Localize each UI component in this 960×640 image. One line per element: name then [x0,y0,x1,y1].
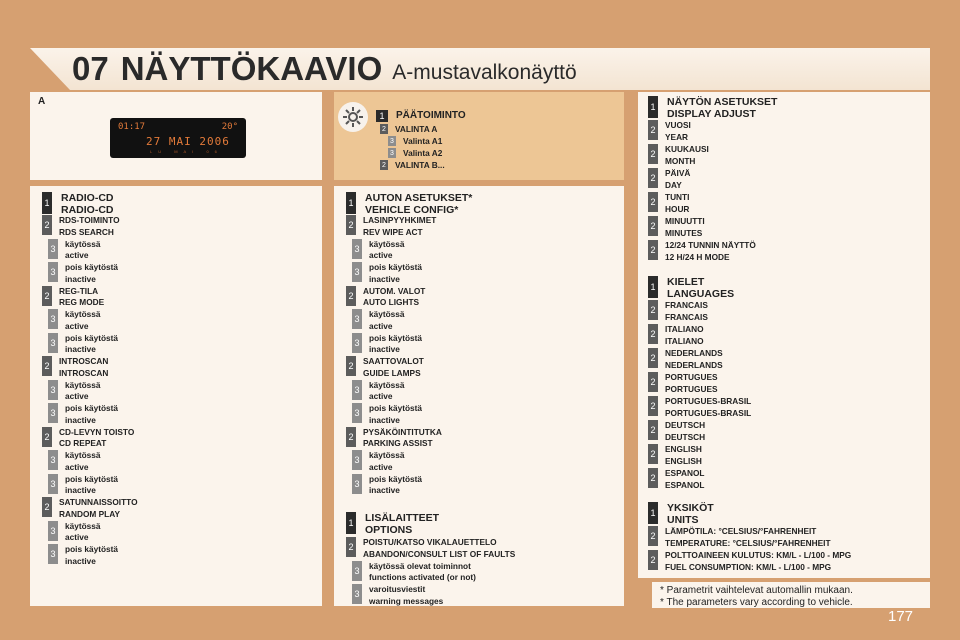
menu-item-text [369,474,422,497]
level-badge: 3 [48,450,58,470]
menu-item-line: inactive [65,485,96,495]
settings-gear-icon [338,102,368,132]
menu-item-text [665,372,718,395]
level-badge: 2 [648,348,658,368]
menu-item-line: warning messages [369,595,444,606]
menu-item-line: käytössä [369,238,405,249]
menu-item-line: active [65,320,89,331]
menu-item-text [667,502,714,526]
menu-item [48,309,101,332]
footnote-fi: * Parametrit vaihtelevat automallin mukaan. [660,585,853,596]
menu-item-line: pois käytöstä [369,403,423,413]
menu-item-line: varoitusviestit [369,584,426,594]
menu-item [352,403,422,426]
menu-item [352,380,405,403]
menu-item-line: CD-LEVYN TOISTO [59,426,135,437]
display-temperature: 20° [221,122,238,132]
menu-item-text [369,239,405,262]
menu-item-text [363,356,424,379]
menu-item-line: NÄYTÖN ASETUKSET [667,96,778,108]
level-badge: 1 [376,110,388,122]
menu-item-text [665,300,708,323]
level-badge: 3 [352,309,362,329]
menu-item-line: pois käytöstä [369,262,423,272]
menu-item-line: ENGLISH [665,444,702,454]
display-label: A [38,96,46,107]
menu-item [48,403,118,426]
menu-item-text [665,420,705,443]
menu-item [346,427,442,450]
footnote-en: * The parameters vary according to vehicle. [660,597,853,608]
level-badge: 2 [42,427,52,447]
menu-item [42,356,108,379]
menu-item-text [365,192,472,216]
menu-item-text [59,215,120,238]
menu-item-line: GUIDE LAMPS [363,367,421,378]
menu-item-line: käytössä [65,450,101,460]
menu-item [648,144,709,167]
menu-item [648,192,689,215]
menu-item-text [363,286,425,309]
level-badge: 2 [648,192,658,212]
menu-item-line: INTROSCAN [59,367,109,378]
menu-item-line: käytössä [369,309,405,319]
main-menu-item [388,136,442,146]
menu-item [352,450,405,473]
level-badge: 3 [352,474,362,494]
menu-item-text [369,262,422,285]
menu-item-text [65,544,118,567]
main-menu-item-text: Valinta A2 [403,148,443,158]
menu-item [346,215,436,238]
menu-item-line: pois käytöstä [65,473,119,484]
menu-item-line: TUNTI [665,192,690,202]
menu-item-text [369,309,405,332]
menu-item-line: ESPANOL [665,479,705,490]
menu-item-line: YKSIKÖT [667,502,714,514]
menu-item-line: inactive [369,273,400,284]
menu-item-line: RDS SEARCH [59,226,114,237]
menu-item-line: LÄMPÖTILA: °CELSIUS/°FAHRENHEIT [665,526,817,536]
menu-item-line: käytössä olevat toiminnot [369,560,471,571]
menu-item-line: SATUNNAISSOITTO [59,497,138,507]
section-heading [648,502,714,526]
menu-item-text [65,521,101,544]
level-badge: 2 [346,427,356,447]
menu-item-line: ESPANOL [665,468,705,478]
menu-item-line: active [65,461,89,472]
menu-item-line: MINUTES [665,227,703,238]
menu-item-text [59,427,134,450]
menu-item-line: käytössä [369,379,405,390]
menu-item-line: VEHICLE CONFIG* [365,204,459,216]
level-badge: 2 [648,300,658,320]
menu-item [48,474,118,497]
main-menu-item [380,124,437,134]
menu-item [48,521,101,544]
level-badge: 2 [648,444,658,464]
level-badge: 3 [352,561,362,581]
menu-item-line: PORTUGUES-BRASIL [665,396,752,406]
menu-item-line: functions activated (or not) [369,572,476,582]
menu-item-line: AUTO LIGHTS [363,297,420,307]
main-menu-item-text: VALINTA A [395,124,438,134]
level-badge: 2 [380,160,388,170]
level-badge: 3 [352,380,362,400]
menu-item-text [369,333,422,356]
display-clock: 01:17 [118,122,146,132]
menu-item-text [665,240,756,263]
footnote [660,585,853,609]
menu-item-text [65,403,118,426]
menu-item-text [369,561,476,584]
level-badge: 3 [48,262,58,282]
menu-item [648,468,705,491]
menu-item-text [59,497,138,520]
menu-item-line: YEAR [665,131,689,142]
menu-item [648,526,831,549]
menu-item [48,333,118,356]
main-menu-item-text: Valinta A1 [403,136,443,146]
level-badge: 2 [346,286,356,306]
menu-item [48,544,118,567]
menu-item-line: RANDOM PLAY [59,508,121,519]
menu-item-text [369,450,405,473]
menu-item-text [363,427,442,450]
menu-item [42,427,134,450]
level-badge: 3 [48,309,58,329]
menu-item [352,333,422,356]
menu-item-text [65,262,118,285]
level-badge: 2 [346,215,356,235]
menu-item-line: PARKING ASSIST [363,438,433,448]
menu-item-text [665,444,702,467]
level-badge: 2 [648,526,658,546]
menu-item-line: DISPLAY ADJUST [667,108,756,120]
menu-item-text [363,537,515,560]
level-badge: 3 [48,544,58,564]
menu-item-line: MONTH [665,155,696,166]
menu-item-line: active [65,391,89,401]
menu-item-line: ABANDON/CONSULT LIST OF FAULTS [363,548,516,559]
title-main: NÄYTTÖKAAVIO [120,50,383,87]
menu-item-text [665,526,831,549]
menu-item-line: NEDERLANDS [665,359,723,370]
menu-item-line: inactive [369,414,400,425]
menu-item-text [665,550,851,573]
menu-item [48,450,101,473]
menu-item-line: inactive [369,344,400,354]
main-menu-item-text: VALINTA B... [395,160,445,170]
menu-item-line: FRANCAIS [665,300,708,310]
menu-item-line: käytössä [65,520,101,531]
menu-item-line: active [65,532,89,542]
menu-item [648,420,705,443]
menu-item [48,239,101,262]
menu-item-text [59,286,104,309]
level-badge: 2 [346,356,356,376]
menu-item-line: 12 H/24 H MODE [665,251,730,262]
menu-item-text [665,396,751,419]
level-badge: 3 [48,239,58,259]
menu-item-line: POLTTOAINEEN KULUTUS: KM/L - L/100 - MPG [665,550,852,560]
menu-item-text [667,276,734,300]
menu-item-line: käytössä [65,309,101,319]
menu-item [648,348,723,371]
menu-item [352,584,443,607]
level-badge: 1 [648,96,658,118]
menu-item-line: active [369,461,393,472]
display-screen [110,118,246,158]
menu-item-line: active [369,391,393,401]
menu-item-text [65,450,101,473]
menu-item-line: PORTUGUES [665,383,718,394]
menu-item-text [665,144,709,167]
menu-item-line: PORTUGUES [665,372,718,382]
menu-item [346,286,425,309]
level-badge: 3 [352,262,362,282]
menu-item [648,324,704,347]
level-badge: 2 [648,324,658,344]
level-badge: 3 [352,403,362,423]
level-badge: 2 [648,216,658,236]
menu-item-line: LASINPYYHKIMET [363,215,437,225]
display-small-text: LU MAI 06 [150,149,223,154]
menu-item-line: RADIO-CD [61,204,114,216]
menu-item-text [369,380,405,403]
menu-item-line: käytössä [65,238,101,249]
level-badge: 2 [648,396,658,416]
display-date: 27 MAI 2006 [146,135,230,148]
menu-item-line: pois käytöstä [65,332,119,343]
menu-item [48,380,101,403]
menu-item-text [667,96,777,120]
main-menu-panel [334,92,624,180]
menu-item-text [665,192,689,215]
menu-item-text [65,474,118,497]
title-subtitle: A-mustavalkonäyttö [392,61,577,84]
menu-item-line: pois käytöstä [65,403,119,413]
section-heading [346,192,472,216]
menu-item-line: TEMPERATURE: °CELSIUS/°FAHRENHEIT [665,537,831,548]
menu-item-line: ENGLISH [665,455,702,466]
menu-item [42,497,138,520]
menu-item-line: inactive [369,485,400,495]
menu-item-line: KIELET [667,276,705,288]
menu-item-line: DEUTSCH [665,431,706,442]
menu-item [648,396,751,419]
menu-item [648,550,851,573]
menu-item-line: FUEL CONSUMPTION: KM/L - L/100 - MPG [665,561,832,572]
menu-item-line: inactive [65,414,96,425]
menu-item [346,537,515,560]
level-badge: 3 [352,333,362,353]
menu-item-line: HOUR [665,203,690,214]
menu-item [352,474,422,497]
menu-item-line: AUTOM. VALOT [363,285,426,296]
menu-item-line: REG MODE [59,297,105,307]
level-badge: 3 [388,136,396,146]
menu-item [352,561,476,584]
menu-item-line: active [65,250,89,260]
level-badge: 2 [380,124,388,134]
menu-item-line: UNITS [667,514,699,526]
menu-item-text [665,216,705,239]
level-badge: 2 [346,537,356,557]
menu-item-text [665,168,690,191]
menu-item-line: PYSÄKÖINTITUTKA [363,426,442,437]
level-badge: 3 [352,450,362,470]
level-badge: 1 [648,502,658,524]
level-badge: 3 [48,333,58,353]
menu-item-text [59,356,108,379]
section-heading [648,96,777,120]
menu-item-text [665,120,691,143]
menu-item [352,262,422,285]
menu-item-line: REG-TILA [59,285,99,296]
section-heading [648,276,734,300]
menu-item-line: KUUKAUSI [665,144,709,154]
menu-item-line: DAY [665,179,682,190]
level-badge: 2 [648,120,658,140]
menu-item-line: pois käytöstä [369,473,423,484]
main-menu-title-text: PÄÄTOIMINTO [396,110,466,121]
main-menu-item [380,160,445,170]
section-heading [42,192,114,216]
level-badge: 1 [648,276,658,298]
menu-item [648,300,708,323]
page-title [72,48,577,90]
menu-item-line: RDS-TOIMINTO [59,215,120,225]
menu-item-line: pois käytöstä [65,262,119,272]
menu-item-line: POISTU/KATSO VIKALAUETTELO [363,537,497,547]
level-badge: 2 [648,240,658,260]
menu-item [42,215,120,238]
menu-item-line: pois käytöstä [65,544,119,554]
level-badge: 3 [48,403,58,423]
page-number: 177 [888,608,914,625]
level-badge: 1 [346,192,356,214]
menu-item-line: käytössä [369,450,405,460]
menu-item-line: pois käytöstä [369,332,423,343]
section-heading [346,512,439,536]
level-badge: 3 [352,584,362,604]
menu-item-line: INTROSCAN [59,356,109,366]
level-badge: 1 [42,192,52,214]
menu-item [648,240,756,263]
menu-item-line: REV WIPE ACT [363,226,423,237]
level-badge: 3 [388,148,396,158]
menu-item-line: ITALIANO [665,335,704,346]
menu-item [352,309,405,332]
level-badge: 2 [648,372,658,392]
level-badge: 2 [648,468,658,488]
level-badge: 3 [48,521,58,541]
menu-item-line: RADIO-CD [61,192,114,204]
level-badge: 2 [42,497,52,517]
menu-item-line: inactive [65,344,96,354]
menu-item [648,120,691,143]
chapter-number: 07 [72,50,109,87]
level-badge: 3 [48,474,58,494]
level-badge: 2 [648,420,658,440]
menu-item [42,286,104,309]
level-badge: 1 [346,512,356,534]
menu-item-line: AUTON ASETUKSET* [365,192,473,204]
level-badge: 2 [42,215,52,235]
menu-item-line: SAATTOVALOT [363,356,424,366]
menu-item-line: active [369,250,393,260]
main-menu-title [376,110,466,122]
menu-item-line: ITALIANO [665,324,704,334]
menu-item [346,356,424,379]
menu-item-text [65,239,101,262]
menu-item [648,168,690,191]
menu-item-text [65,380,101,403]
menu-item-text [65,309,101,332]
menu-item-line: CD REPEAT [59,438,107,448]
menu-item [648,444,702,467]
level-badge: 2 [42,286,52,306]
menu-item [352,239,405,262]
menu-item-line: inactive [65,555,96,566]
menu-item-line: PORTUGUES-BRASIL [665,407,752,418]
menu-item-line: active [369,320,393,331]
menu-item-text [665,348,723,371]
level-badge: 3 [48,380,58,400]
menu-item [648,216,705,239]
header-corner [30,48,70,90]
menu-item-line: OPTIONS [365,524,413,536]
level-badge: 2 [648,168,658,188]
level-badge: 2 [648,144,658,164]
menu-item-line: käytössä [65,379,101,390]
menu-item-text [363,215,436,238]
menu-item-line: inactive [65,273,96,284]
menu-item-line: 12/24 TUNNIN NÄYTTÖ [665,240,756,250]
menu-item-line: FRANCAIS [665,311,708,322]
menu-item-text [365,512,439,536]
level-badge: 2 [42,356,52,376]
menu-item [648,372,718,395]
menu-item-line: NEDERLANDS [665,348,723,358]
menu-item-text [61,192,114,216]
menu-item-text [369,403,422,426]
level-badge: 2 [648,550,658,570]
menu-item-text [65,333,118,356]
menu-item-line: DEUTSCH [665,420,706,430]
level-badge: 3 [352,239,362,259]
menu-item-text [369,584,443,607]
menu-item-text [665,468,705,491]
menu-item-line: VUOSI [665,120,691,130]
menu-item-line: LANGUAGES [667,288,735,300]
menu-item-line: PÄIVÄ [665,168,691,178]
menu-item-line: MINUUTTI [665,216,705,226]
menu-item [48,262,118,285]
menu-item-line: LISÄLAITTEET [365,512,440,524]
main-menu-item [388,148,442,158]
menu-item-text [665,324,704,347]
